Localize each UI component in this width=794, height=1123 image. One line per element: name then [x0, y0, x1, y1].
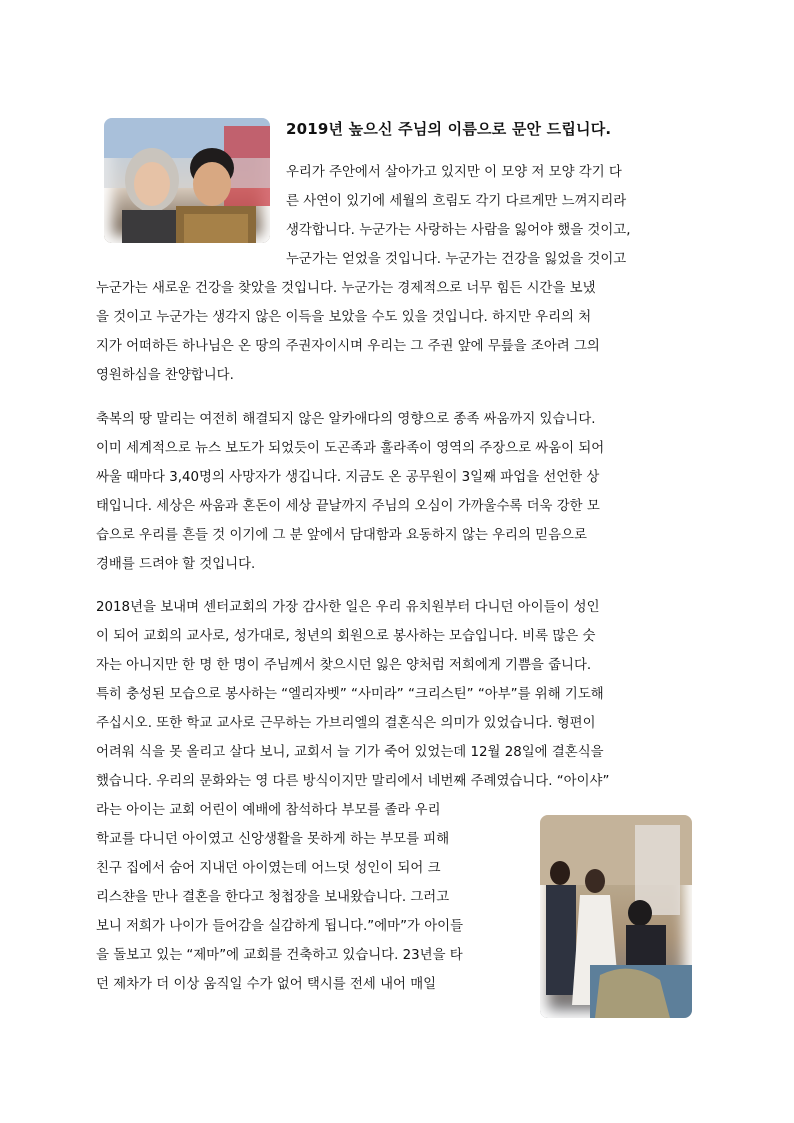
paragraph-line: 2018년을 보내며 센터교회의 가장 감사한 일은 우리 유치원부터 다니던 아이들이 성인 — [96, 600, 600, 615]
paragraph-line: 했습니다. 우리의 문화와는 영 다른 방식이지만 말리에서 네번째 주례였습니다. “아이샤” — [96, 774, 610, 789]
paragraph-line: 특히 충성된 모습으로 봉사하는 “엘리자벳” “사미라” “크리스틴” “아부”를 위해 기도해 — [96, 687, 604, 702]
paragraph-line: 리스챤을 만나 결혼을 한다고 청첩장을 보내왔습니다. 그러고 — [96, 890, 450, 905]
paragraph-line: 축복의 땅 말리는 여전히 해결되지 않은 알카애다의 영향으로 종족 싸움까지 있습니다. — [96, 412, 596, 427]
letter-title: 2019년 높으신 주님의 이름으로 문안 드립니다. — [286, 120, 612, 138]
paragraph-line: 누군가는 얻었을 것입니다. 누군가는 건강을 잃었을 것이고 — [286, 252, 627, 267]
paragraph-line: 태입니다. 세상은 싸움과 혼돈이 세상 끝날까지 주님의 오심이 가까울수록 더욱 강한 모 — [96, 499, 600, 514]
paragraph-line: 싸울 때마다 3,40명의 사망자가 생깁니다. 지금도 온 공무원이 3일째 파업을 선언한 상 — [96, 470, 600, 485]
paragraph-line: 보니 저희가 나이가 들어감을 실감하게 됩니다.”에마”가 아이들 — [96, 919, 464, 934]
paragraph-line: 누군가는 새로운 건강을 찾았을 것입니다. 누군가는 경제적으로 너무 힘든 시간을 보냈 — [96, 281, 596, 296]
paragraph-line: 을 돌보고 있는 “제마”에 교회를 건축하고 있습니다. 23년을 타 — [96, 948, 463, 963]
paragraph-line: 우리가 주안에서 살아가고 있지만 이 모양 저 모양 각기 다 — [286, 165, 622, 180]
paragraph-line: 이미 세계적으로 뉴스 보도가 되었듯이 도곤족과 훌라족이 영역의 주장으로 싸움이 되어 — [96, 441, 605, 456]
paragraph-line: 어려워 식을 못 올리고 살다 보니, 교회서 늘 기가 죽어 있었는데 12월 28일에 결혼식을 — [96, 745, 604, 760]
paragraph-line: 생각합니다. 누군가는 사랑하는 사람을 잃어야 했을 것이고, — [286, 223, 631, 238]
paragraph-line: 주십시오. 또한 학교 교사로 근무하는 가브리엘의 결혼식은 의미가 있었습니다. 형편이 — [96, 716, 596, 731]
paragraph-line: 라는 아이는 교회 어린이 예배에 참석하다 부모를 졸라 우리 — [96, 803, 441, 818]
paragraph-line: 을 것이고 누군가는 생각지 않은 이득을 보았을 수도 있을 것입니다. 하지만 우리의 처 — [96, 310, 592, 325]
paragraph-line: 던 제차가 더 이상 움직일 수가 없어 택시를 전세 내어 매일 — [96, 977, 437, 992]
paragraph-line: 이 되어 교회의 교사로, 성가대로, 청년의 회원으로 봉사하는 모습입니다. 비록 많은 숫 — [96, 629, 596, 644]
paragraph-line: 른 사연이 있기에 세월의 흐림도 각기 다르게만 느껴지리라 — [286, 194, 627, 209]
paragraph-line: 영원하심을 찬양합니다. — [96, 368, 234, 383]
paragraph-line: 습으로 우리를 흔들 것 이기에 그 분 앞에서 담대함과 요동하지 않는 우리의 믿음으로 — [96, 528, 587, 543]
paragraph-line: 친구 집에서 숨어 지내던 아이였는데 어느덧 성인이 되어 크 — [96, 861, 441, 876]
paragraph-line: 학교를 다니던 아이였고 신앙생활을 못하게 하는 부모를 피해 — [96, 832, 450, 847]
paragraph-line: 경배를 드려야 할 것입니다. — [96, 557, 256, 572]
wedding-photo — [540, 815, 692, 1018]
couple-photo — [104, 118, 270, 243]
paragraph-line: 지가 어떠하든 하나님은 온 땅의 주권자이시며 우리는 그 주권 앞에 무릎을 조아려 그의 — [96, 339, 600, 354]
paragraph-line: 자는 아니지만 한 명 한 명이 주님께서 찾으시던 잃은 양처럼 저희에게 기쁨을 줍니다. — [96, 658, 592, 673]
